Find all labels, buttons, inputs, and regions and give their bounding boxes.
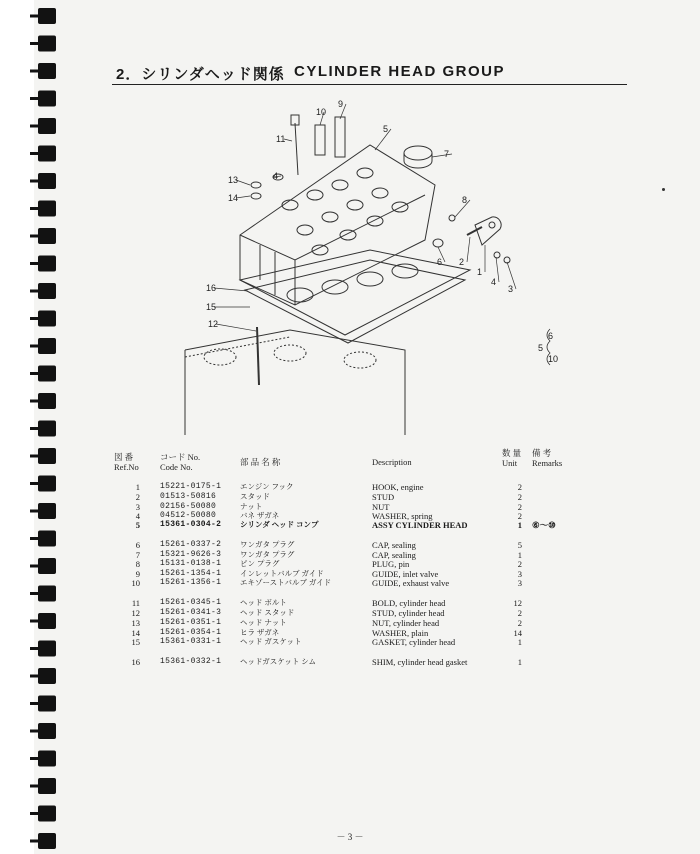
japanese-name-cell: ヘッド ガスケット (240, 637, 302, 646)
code-cell: 15261-1354-1 (160, 569, 222, 578)
callout-leader (214, 288, 248, 291)
table-row (0, 520, 700, 530)
binding-coil (38, 806, 56, 822)
japanese-name-cell: インレットバルブ ガイド (240, 569, 324, 578)
japanese-name-cell: エキゾーストバルブ ガイド (240, 578, 332, 587)
binding-coil (38, 421, 56, 437)
description-cell: STUD (372, 492, 395, 502)
description-cell: WASHER, spring (372, 511, 433, 521)
description-cell: NUT, cylinder head (372, 618, 440, 628)
callout-label: 6 (437, 257, 443, 267)
binding-coil (38, 696, 56, 712)
unit-cell: 2 (517, 492, 522, 502)
code-cell: 15261-0341-3 (160, 608, 222, 617)
callout-label: 10 (316, 107, 327, 117)
unit-cell: 2 (517, 502, 522, 512)
code-cell: 15361-0332-1 (160, 657, 222, 666)
unit-cell: 5 (517, 540, 522, 550)
table-row (0, 482, 700, 492)
binding-coil (38, 668, 56, 684)
callout-leader (467, 237, 470, 262)
side-note-10: 10 (548, 354, 559, 364)
side-note-5: 5 (538, 343, 544, 353)
description-cell: WASHER, plain (372, 628, 429, 638)
table-row (0, 618, 700, 628)
header-code (160, 452, 200, 472)
header-unit-ja: 数 量 (502, 448, 522, 458)
code-cell: 15321-9626-3 (160, 550, 222, 559)
binding-coil (38, 283, 56, 299)
head-port (340, 230, 356, 240)
callout-label: 2 (459, 257, 465, 267)
ref-cell: 11 (131, 598, 140, 608)
section-title-english: CYLINDER HEAD GROUP (294, 63, 506, 80)
header-description: Description (372, 457, 412, 467)
gasket-bore (287, 288, 313, 302)
description-cell: HOOK, engine (372, 482, 424, 492)
header-remarks-en: Remarks (532, 458, 563, 468)
code-cell: 15261-1356-1 (160, 578, 222, 587)
ref-cell: 12 (131, 608, 140, 618)
ref-cell: 2 (135, 492, 140, 502)
ref-cell: 14 (131, 628, 140, 638)
callout-label: 16 (206, 283, 217, 293)
binding-coil (38, 36, 56, 52)
code-cell: 15361-0304-2 (160, 520, 222, 529)
japanese-name-cell: ヒラ ザガネ (240, 628, 280, 637)
ref-cell: 13 (131, 618, 140, 628)
binding-coil (38, 63, 56, 79)
head-port (322, 212, 338, 222)
header-remarks (532, 448, 562, 468)
callout-label: 14 (228, 193, 239, 203)
ref-cell: 6 (135, 540, 140, 550)
table-row (0, 657, 700, 667)
code-cell: 15261-0354-1 (160, 628, 222, 637)
japanese-name-cell: ワンガタ プラグ (240, 540, 295, 549)
code-cell: 15261-0345-1 (160, 598, 222, 607)
head-port (332, 180, 348, 190)
code-cell: 15261-0337-2 (160, 540, 222, 549)
unit-cell: 12 (513, 598, 522, 608)
gasket-bore (322, 280, 348, 294)
description-cell: GUIDE, exhaust valve (372, 578, 450, 588)
japanese-name-cell: ヘッドガスケット シム (240, 657, 316, 666)
table-row (0, 637, 700, 647)
unit-cell: 1 (517, 637, 522, 647)
binding-coil (38, 118, 56, 134)
japanese-name-cell: シリンダ ヘッド コンプ (240, 520, 319, 529)
header-ref-ja: 図 番 (114, 452, 134, 462)
unit-cell: 1 (517, 520, 522, 530)
cylinder-head-exploded-diagram (170, 95, 590, 435)
binding-coil (38, 201, 56, 217)
binding-coil (38, 146, 56, 162)
bracket-icon (530, 325, 580, 370)
code-cell: 15131-0138-1 (160, 559, 222, 568)
head-port (367, 216, 383, 226)
head-port (347, 200, 363, 210)
description-cell: NUT (372, 502, 390, 512)
binding-coil (38, 778, 56, 794)
unit-cell: 1 (517, 550, 522, 560)
ref-cell: 15 (131, 637, 140, 647)
binding-coil (38, 338, 56, 354)
callout-label: 4 (491, 277, 497, 287)
gasket-bore (392, 264, 418, 278)
unit-cell: 2 (517, 608, 522, 618)
japanese-name-cell: ヘッド ボルト (240, 598, 287, 607)
callout-label: 13 (228, 175, 239, 185)
ref-cell: 8 (135, 559, 140, 569)
section-title (112, 62, 627, 85)
table-row (0, 608, 700, 618)
unit-cell: 14 (513, 628, 522, 638)
callout-label: 11 (276, 134, 286, 144)
description-cell: SHIM, cylinder head gasket (372, 657, 468, 667)
callout-label: 1 (477, 267, 483, 277)
ref-cell: 10 (131, 578, 140, 588)
side-note-6: 6 (548, 331, 554, 341)
japanese-name-cell: ヘッド ナット (240, 618, 287, 627)
callout-label: 5 (383, 124, 389, 134)
table-row (0, 598, 700, 608)
header-unit (502, 448, 521, 468)
table-row (0, 559, 700, 569)
binding-coil (38, 228, 56, 244)
header-name-ja: 部 品 名 称 (240, 457, 281, 467)
callout-label: 7 (444, 149, 450, 159)
unit-cell: 1 (517, 657, 522, 667)
description-cell: CAP, sealing (372, 540, 416, 550)
remarks-cell: ⑥～⑩ (532, 520, 556, 530)
binding-coil (38, 448, 56, 464)
binding-coil (38, 393, 56, 409)
page-speck (662, 188, 665, 191)
code-cell: 02156-50080 (160, 502, 217, 511)
japanese-name-cell: ヘッド スタッド (240, 608, 295, 617)
head-port (357, 168, 373, 178)
ref-cell: 16 (131, 657, 140, 667)
head-port (307, 190, 323, 200)
callout-leader (236, 196, 250, 198)
callout-label: 12 (208, 319, 219, 329)
binding-coil (38, 366, 56, 382)
japanese-name-cell: エンジン フック (240, 482, 294, 491)
code-cell: 04512-50080 (160, 511, 217, 520)
table-row (0, 540, 700, 550)
callout-leader (236, 180, 250, 185)
callout-label: 3 (508, 284, 514, 294)
code-cell: 15261-0351-1 (160, 618, 222, 627)
unit-cell: 2 (517, 482, 522, 492)
spiral-binding (0, 0, 70, 854)
callout-label: 9 (338, 99, 344, 109)
header-ref (114, 452, 139, 472)
head-port (297, 225, 313, 235)
code-cell: 01513-50816 (160, 492, 217, 501)
japanese-name-cell: バネ ザガネ (240, 511, 280, 520)
ref-cell: 9 (135, 569, 140, 579)
header-unit-en: Unit (502, 458, 518, 468)
unit-cell: 3 (517, 569, 522, 579)
section-title-japanese: 2．シリンダヘッド関係 (116, 66, 285, 83)
code-cell: 15361-0331-1 (160, 637, 222, 646)
description-cell: BOLD, cylinder head (372, 598, 446, 608)
ref-cell: 7 (135, 550, 140, 560)
binding-coil (38, 311, 56, 327)
callout-label: 15 (206, 302, 217, 312)
japanese-name-cell: ナット (240, 502, 263, 511)
ref-cell: 5 (135, 520, 140, 530)
header-remarks-ja: 備 考 (532, 448, 552, 458)
callout-leader (216, 324, 256, 331)
description-cell: GASKET, cylinder head (372, 637, 456, 647)
table-row (0, 578, 700, 588)
binding-coil (38, 173, 56, 189)
header-code-ja: コード No. (160, 452, 201, 462)
ref-cell: 3 (135, 502, 140, 512)
japanese-name-cell: ワンガタ プラグ (240, 550, 295, 559)
gasket-bore (357, 272, 383, 286)
unit-cell: 3 (517, 578, 522, 588)
binding-coil (38, 723, 56, 739)
description-cell: PLUG, pin (372, 559, 410, 569)
ref-cell: 1 (135, 482, 140, 492)
unit-cell: 2 (517, 559, 522, 569)
description-cell: CAP, sealing (372, 550, 416, 560)
head-port (282, 200, 298, 210)
binding-coil (38, 91, 56, 107)
head-port (372, 188, 388, 198)
callout-label: 4 (273, 171, 279, 181)
callout-label: 8 (462, 195, 468, 205)
reference-bracket-note (530, 325, 580, 370)
code-cell: 15221-0175-1 (160, 482, 222, 491)
japanese-name-cell: ピン プラグ (240, 559, 280, 568)
ref-cell: 4 (135, 511, 140, 521)
description-cell: GUIDE, inlet valve (372, 569, 439, 579)
description-cell: ASSY CYLINDER HEAD (372, 520, 468, 530)
callout-leader (496, 257, 499, 282)
page-number: － 3 － (336, 832, 364, 842)
japanese-name-cell: スタッド (240, 492, 270, 501)
binding-coil (38, 8, 56, 24)
header-code-en: Code No. (160, 462, 193, 472)
binding-coil (38, 256, 56, 272)
unit-cell: 2 (517, 511, 522, 521)
description-cell: STUD, cylinder head (372, 608, 445, 618)
unit-cell: 2 (517, 618, 522, 628)
binding-coil (38, 751, 56, 767)
header-ref-en: Ref.No (114, 462, 139, 472)
table-row (0, 492, 700, 502)
